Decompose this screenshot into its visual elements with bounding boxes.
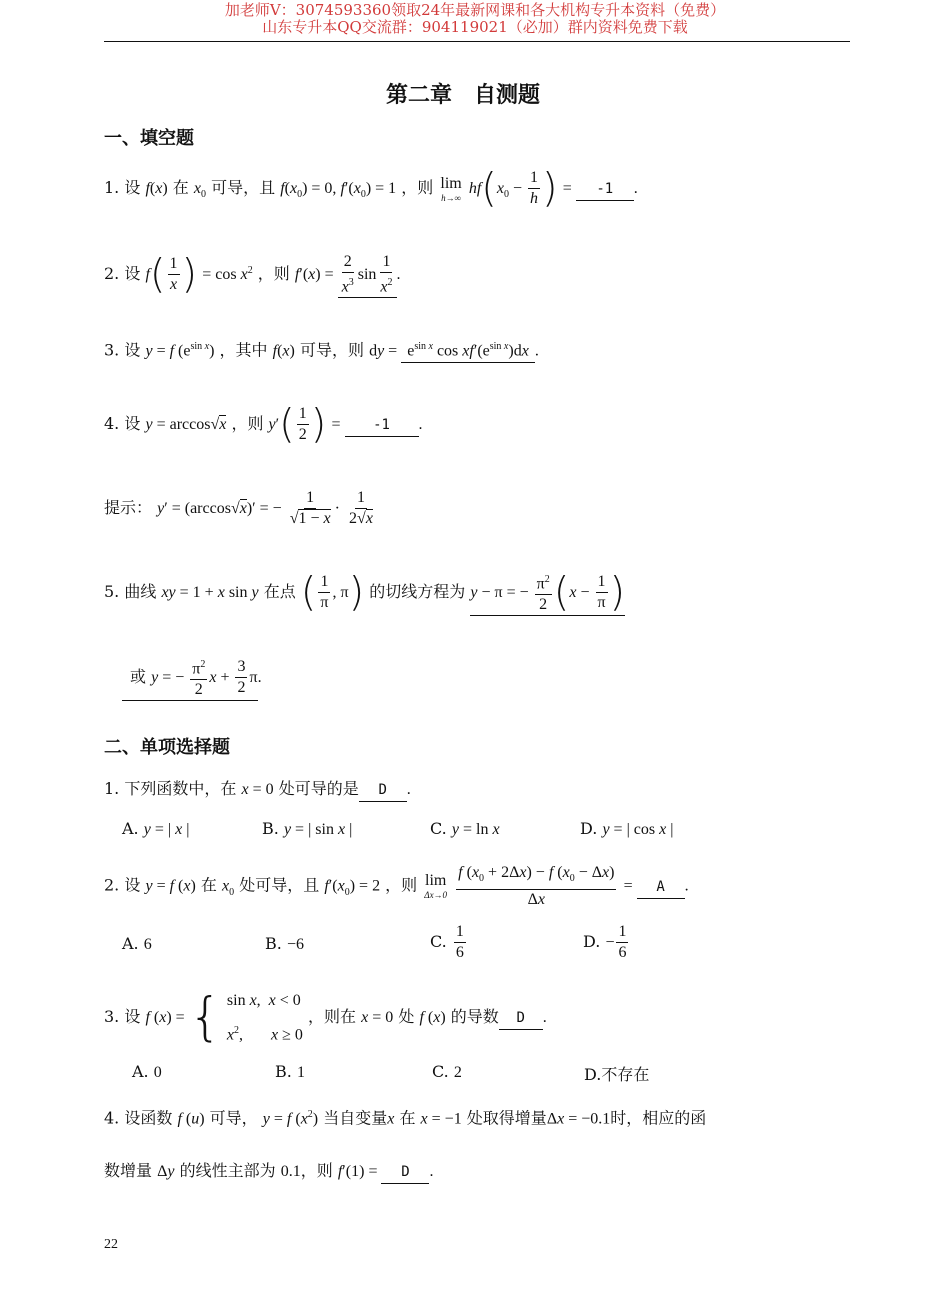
q-text: 当自变量 <box>323 1108 388 1128</box>
q-text: 在点 <box>263 582 296 602</box>
q-lead: 4. 设函数 <box>104 1108 173 1128</box>
hint-label: 提示： <box>104 498 153 517</box>
q-text: 的切线方程为 <box>369 582 466 602</box>
q-text: 的导数 <box>450 1007 499 1027</box>
q-text: ，则 <box>257 264 290 284</box>
q-text: ，则 <box>231 414 264 433</box>
choice-question-4-line-2: 数增量 Δy 的线性主部为 0.1，则 f′(1) = D . <box>104 1160 433 1184</box>
q-lead: 1. 下列函数中，在 <box>104 779 237 798</box>
q-text: 处可导，且 <box>239 875 320 895</box>
page-title: 第二章 自测题 <box>386 83 541 108</box>
answer-blank: -1 <box>345 414 419 437</box>
answer-blank: D <box>359 779 407 802</box>
q-text: 或 <box>130 667 147 687</box>
choice-question-1: 1. 下列函数中，在 x = 0 处可导的是 D . <box>104 778 411 802</box>
answer-blank: A <box>637 876 685 899</box>
answer-blank: D <box>499 1007 543 1030</box>
page-number: 22 <box>104 1237 118 1252</box>
q-text: 的线性主部为 <box>179 1161 276 1180</box>
q-text: ，则在 <box>307 1007 356 1027</box>
answer-blank: D <box>381 1161 429 1184</box>
q-lead: 2. 设 <box>104 264 141 284</box>
choice-1-option-b: B. y = | sin x | <box>262 819 353 838</box>
fill-question-5: 5. 曲线 xy = 1 + x sin y 在点 ( $\frac{1}{\pi}$ , π) 的切线方程为 y − π = − $\frac{\pi^2}{2}$ (x − $\frac{1}{\pi}$ ) <box>104 569 626 616</box>
choice-2-option-d: D. − $\frac{1}{6}$ <box>583 923 627 961</box>
choice-3-option-a: A. 0 <box>132 1062 162 1081</box>
choice-1-option-d: D. y = | cos x | <box>580 819 674 838</box>
q-lead: 2. 设 <box>104 875 141 895</box>
fill-hint: 提示： y′ = (arccos√x)′ = − $\frac{1}{√1 - x}$ · $\frac{1}{2√x}$ <box>104 489 373 527</box>
q-text: 可导，则 <box>299 340 364 360</box>
section-fill-heading: 一、填空题 <box>104 128 194 149</box>
q-lead: 3. 设 <box>104 1007 141 1027</box>
fill-question-1: 1. 设 f(x) 在 $x_0$ 可导，且 $f(x_0) = 0$, $f'(x_0) = 1$ ，则 lim h→∞ $hf(x_0$ − $\frac{1}{h}$ ) = -1 . <box>104 165 638 212</box>
section-choice-heading: 二、单项选择题 <box>104 737 230 758</box>
q-text: ，其中 <box>219 340 268 360</box>
q-text: 处可导的是 <box>278 779 359 798</box>
q-text: 处 <box>398 1007 415 1027</box>
q-text: 数增量 <box>104 1161 153 1180</box>
q-text: 在 <box>172 178 189 197</box>
q-lead: 4. 设 <box>104 414 141 433</box>
q-lead: 1. 设 <box>104 178 141 197</box>
header-ad-line-2: 山东专升本QQ交流群：904119021（必加）群内资料免费下载 <box>262 18 688 36</box>
header-ad-line-1: 加老师V：3074593360领取24年最新网课和各大机构专升本资料（免费） <box>224 1 726 19</box>
choice-2-option-c: C. $\frac{1}{6}$ <box>430 923 464 961</box>
choice-question-2: 2. 设 y = f (x) 在 $x_0$ 处可导，且 $f'(x_0) = 2$ ，则 lim Δx→0 $\frac{f (x_0 + 2\Delta x) - f (x_0 - \Delta x)}{\Delta x}$ = A . <box>104 864 689 909</box>
choice-3-option-c: C. 2 <box>432 1062 462 1081</box>
choice-3-option-b: B. 1 <box>275 1062 305 1081</box>
q-text: 时，相应的函 <box>610 1108 707 1128</box>
q-text: ，则 <box>401 178 434 197</box>
fill-question-3: 3. 设 y = f $(e^{sin x})$ ，其中 f(x) 可导，则 dy = $e^{sin x}$ $\cos xf'(e^{sin x})dx$ . <box>104 336 539 363</box>
q-text: 处取得增量 <box>466 1108 547 1128</box>
choice-3-option-d: D.不存在 <box>584 1065 650 1084</box>
answer-blank: -1 <box>576 178 634 201</box>
fill-question-5-alt: 或 y = − $\frac{\pi^2}{2}$ x + $\frac{3}{2}$ π. <box>122 655 262 701</box>
choice-question-3: 3. 设 f (x) = { sin x, x < 0 $x^2$, x ≥ 0 ，则在 x = 0 处 f (x) 的导数 D . <box>104 987 547 1048</box>
fill-question-4: 4. 设 y = arccos√x ，则 y′( $\frac{1}{2}$ ) = -1 . <box>104 401 423 448</box>
q-lead: 5. 曲线 <box>104 582 157 602</box>
choice-2-option-b: B. −6 <box>265 934 304 953</box>
q-text: 在 <box>399 1108 416 1128</box>
q-text: ，则 <box>300 1161 333 1180</box>
q-text: ，则 <box>385 875 418 895</box>
fill-question-2: 2. 设 f( $\frac{1}{x}$ ) = $\cos x^2$ ，则 f′(x) = $\frac{2}{x^3}$ sin $\frac{1}{x^2}$ . <box>104 251 401 298</box>
choice-2-option-a: A. 6 <box>122 934 152 953</box>
q-lead: 3. 设 <box>104 340 141 360</box>
choice-1-option-a: A. y = | x | <box>122 819 190 838</box>
q-text: 可导， <box>209 1108 258 1128</box>
choice-question-4: 4. 设函数 f (u) 可导， y = f $(x^2)$ 当自变量x 在 x = −1 处取得增量Δx = −0.1时，相应的函 <box>104 1108 707 1128</box>
q-text: 可导，且 <box>211 178 276 197</box>
header-rule <box>104 41 850 42</box>
q-text: 在 <box>200 875 217 895</box>
choice-1-option-c: C. y = ln x <box>430 819 500 838</box>
